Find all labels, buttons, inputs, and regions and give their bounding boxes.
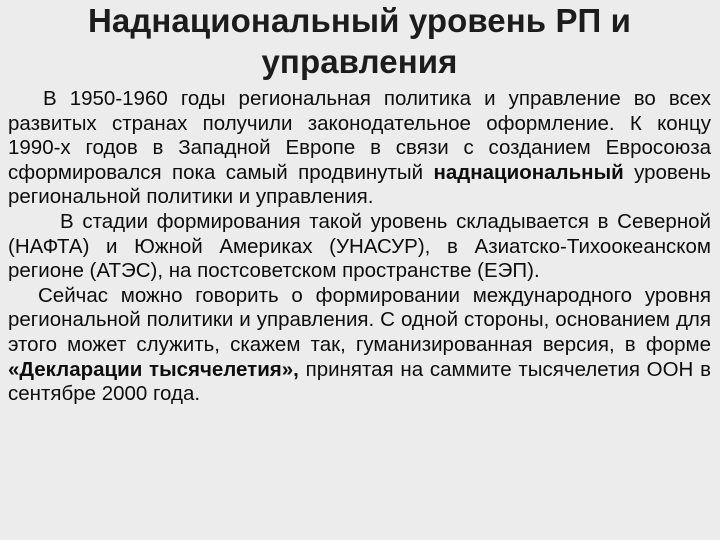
paragraph-1-text-b: уровень региональной политики и управления. — [8, 160, 711, 209]
paragraph-3-text-a: Сейчас можно говорить о формировании международного уровня региональной политики и управления. С одной стороны, основанием для этого может служить, скажем так, гуманизированная версия, в форме — [8, 283, 711, 356]
slide-title-line-1: Наднациональный уровень РП и — [87, 2, 632, 39]
paragraph-1-bold: наднациональный — [433, 160, 624, 184]
slide-title-line-2: управления — [261, 43, 458, 80]
paragraph-1 — [8, 87, 711, 210]
paragraph-3 — [8, 284, 711, 407]
paragraph-3-text-b: принятая на саммите тысячелетия ООН в сентябре 2000 года. — [8, 357, 711, 406]
paragraph-2-text: В стадии формирования такой уровень складывается в Северной (НАФТА) и Южной Америках (УНАСУР), в Азиатско-Тихоокеанском регионе (АТЭС), на постсоветском пространстве (ЕЭП). — [8, 209, 711, 283]
slide-body — [8, 87, 711, 407]
paragraph-2 — [8, 210, 711, 284]
slide-title — [8, 0, 711, 82]
paragraph-1-text-a: В 1950-1960 годы региональная политика и управление во всех развитых странах получили законодательное оформление. К концу 1990-х годов в Западной Европе в связи с созданием Евросоюза сформировался пока самый продвинутый — [8, 87, 711, 184]
paragraph-3-bold: «Декларации тысячелетия», — [8, 357, 299, 381]
